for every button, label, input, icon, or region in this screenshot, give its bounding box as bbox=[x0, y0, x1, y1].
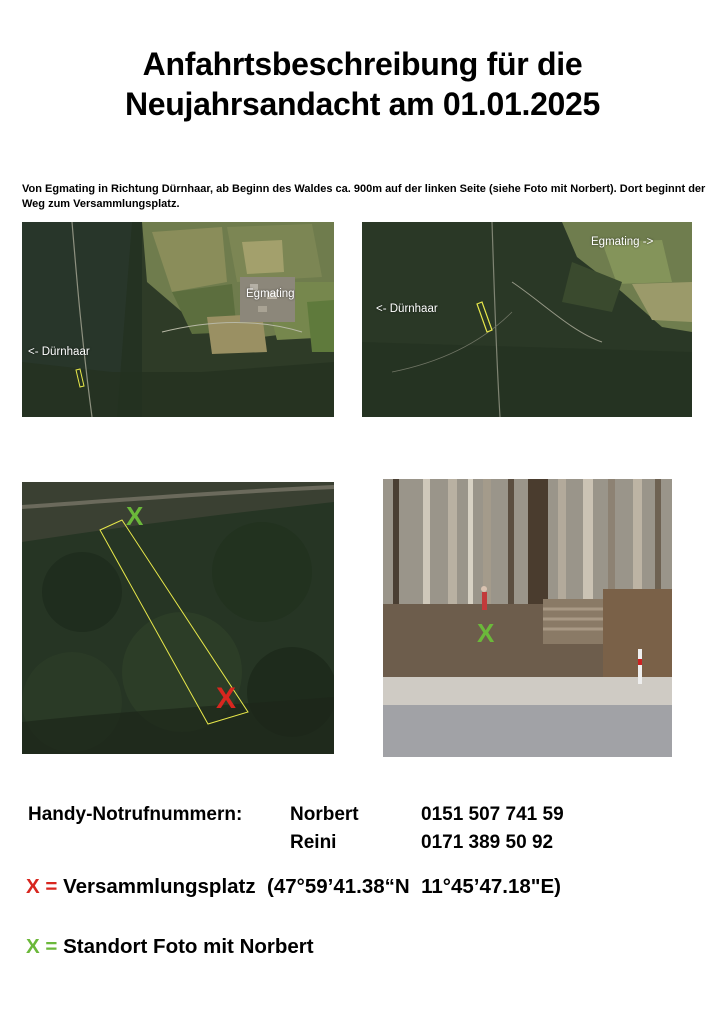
contact-number: 0151 507 741 59 bbox=[421, 804, 564, 825]
map-label-duernhaar: <- Dürnhaar bbox=[28, 346, 90, 358]
legend-green-equals: = bbox=[45, 935, 58, 958]
legend-red bbox=[26, 875, 561, 899]
page-title bbox=[0, 44, 725, 124]
overview-map-egmating bbox=[22, 222, 334, 417]
contact-name: Norbert bbox=[290, 804, 359, 825]
ground-photo-graphic bbox=[383, 479, 672, 757]
legend-red-equals: = bbox=[45, 875, 58, 898]
legend-green-symbol: X bbox=[26, 935, 40, 958]
legend-green-text: Standort Foto mit Norbert bbox=[63, 935, 314, 958]
map-label-egmating: Egmating bbox=[246, 288, 295, 300]
aerial-forest-graphic bbox=[22, 482, 334, 754]
map-label-egmating-arrow: Egmating -> bbox=[591, 236, 654, 248]
photo-green-x-mark: X bbox=[477, 618, 495, 648]
directions-text: Von Egmating in Richtung Dürnhaar, ab Beginn des Waldes ca. 900m auf der linken Seite (siehe Foto mit Norbert). Dort beginnt der Weg zum Versammlungsplatz. bbox=[22, 183, 706, 210]
zoomed-map-forest bbox=[362, 222, 692, 417]
contact-name: Reini bbox=[290, 832, 337, 853]
overview-map-graphic bbox=[22, 222, 334, 417]
legend-red-text: Versammlungsplatz (47°59’41.38“N 11°45’47.18"E) bbox=[63, 875, 561, 898]
map-label-duernhaar: <- Dürnhaar bbox=[376, 303, 438, 315]
title-line-1: Anfahrtsbeschreibung für die bbox=[142, 46, 583, 82]
ground-photo-norbert bbox=[383, 479, 672, 757]
title-line-2: Neujahrsandacht am 01.01.2025 bbox=[124, 86, 601, 122]
zoomed-map-graphic bbox=[362, 222, 692, 417]
contact-number: 0171 389 50 92 bbox=[421, 832, 554, 853]
legend-green bbox=[26, 935, 314, 959]
aerial-forest-closeup bbox=[22, 482, 334, 754]
aerial-green-x-mark: X bbox=[126, 501, 144, 531]
phones-heading: Handy-Notrufnummern: bbox=[28, 804, 243, 825]
legend-red-symbol: X bbox=[26, 875, 40, 898]
aerial-red-x-mark: X bbox=[216, 682, 237, 715]
